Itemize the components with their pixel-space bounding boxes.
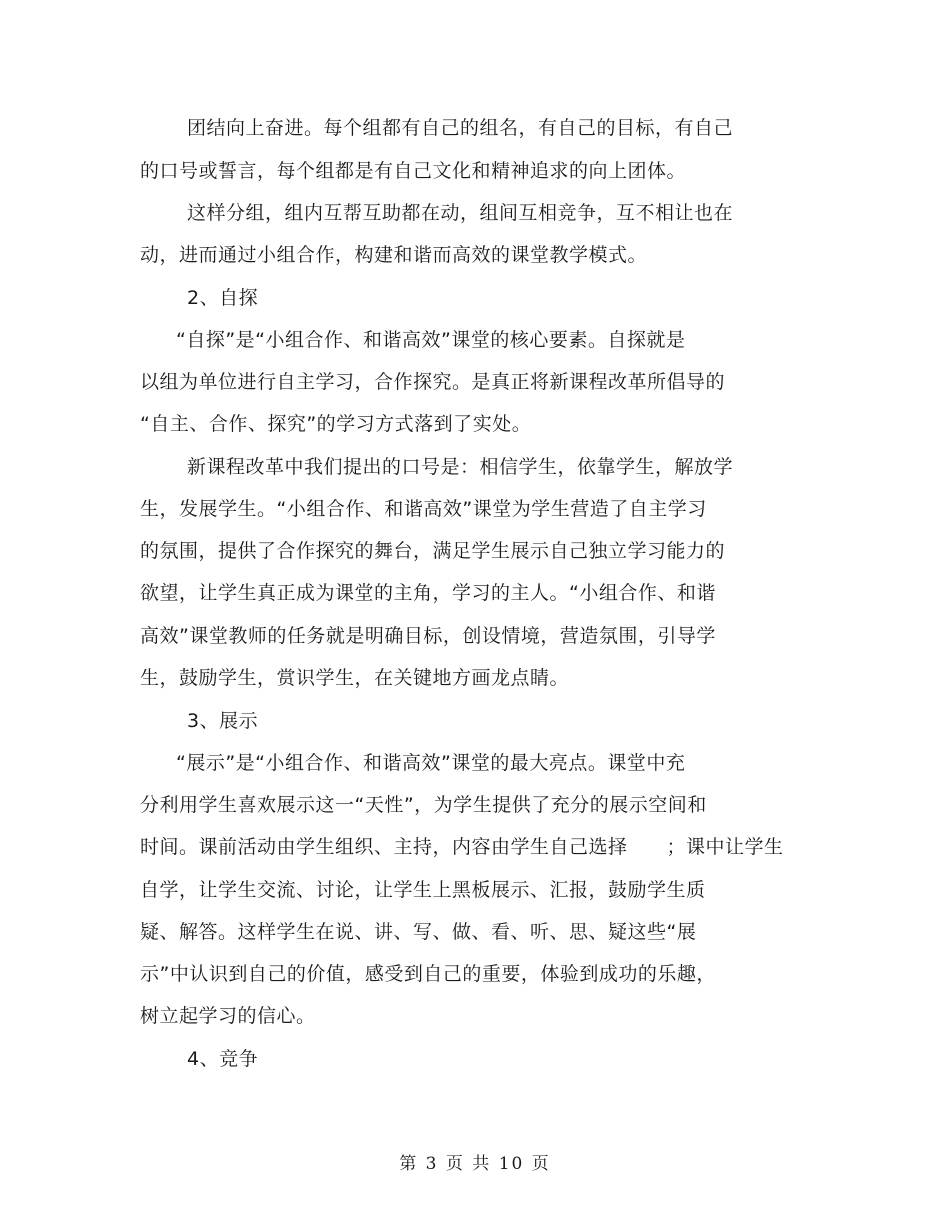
body-text-line: 示”中认识到自己的价值，感受到自己的重要，体验到成功的乐趣， (140, 963, 716, 985)
body-text-line: 这样分组，组内互帮互助都在动，组间互相竞争，互不相让也在 (187, 202, 734, 224)
section-heading: 4、竞争 (187, 1048, 259, 1070)
body-text-line: 生，发展学生。“小组合作、和谐高效”课堂为学生营造了自主学习 (140, 498, 707, 520)
section-heading: 3、展示 (187, 710, 259, 732)
section-heading: 2、自探 (187, 287, 259, 309)
page-number-footer: 第 3 页 共 10 页 (399, 1154, 551, 1174)
body-text-line: 的氛围，提供了合作探究的舞台，满足学生展示自己独立学习能力的 (140, 540, 726, 562)
body-text-line: 欲望，让学生真正成为课堂的主角，学习的主人。“小组合作、和谐 (140, 582, 716, 604)
body-text-line: “展示”是“小组合作、和谐高效”课堂的最大亮点。课堂中充 (176, 752, 686, 774)
body-text-line: 分利用学生喜欢展示这一“天性”，为学生提供了充分的展示空间和 (140, 794, 707, 816)
body-text-line: 时间。课前活动由学生组织、主持，内容由学生自己选择 ；课中让学生 (140, 836, 784, 858)
body-text-line: 自学，让学生交流、讨论，让学生上黑板展示、汇报，鼓励学生质 (140, 879, 706, 901)
body-text-line: “自主、合作、探究”的学习方式落到了实处。 (140, 413, 532, 435)
body-text-line: 树立起学习的信心。 (140, 1005, 316, 1027)
body-text-line: “自探”是“小组合作、和谐高效”课堂的核心要素。自探就是 (176, 329, 686, 351)
body-text-line: 动，进而通过小组合作，构建和谐而高效的课堂教学模式。 (140, 244, 648, 266)
body-text-line: 高效”课堂教师的任务就是明确目标，创设情境，营造氛围，引导学 (140, 625, 716, 647)
body-text-line: 生，鼓励学生，赏识学生，在关键地方画龙点睛。 (140, 667, 570, 689)
body-text-line: 以组为单位进行自主学习，合作探究。是真正将新课程改革所倡导的 (140, 371, 726, 393)
body-text-line: 团结向上奋进。每个组都有自己的组名，有自己的目标，有自己 (187, 117, 734, 139)
body-text-line: 的口号或誓言，每个组都是有自己文化和精神追求的向上团体。 (140, 160, 687, 182)
body-text-line: 疑、解答。这样学生在说、讲、写、做、看、听、思、疑这些“展 (140, 921, 697, 943)
body-text-line: 新课程改革中我们提出的口号是：相信学生，依靠学生，解放学 (187, 456, 734, 478)
